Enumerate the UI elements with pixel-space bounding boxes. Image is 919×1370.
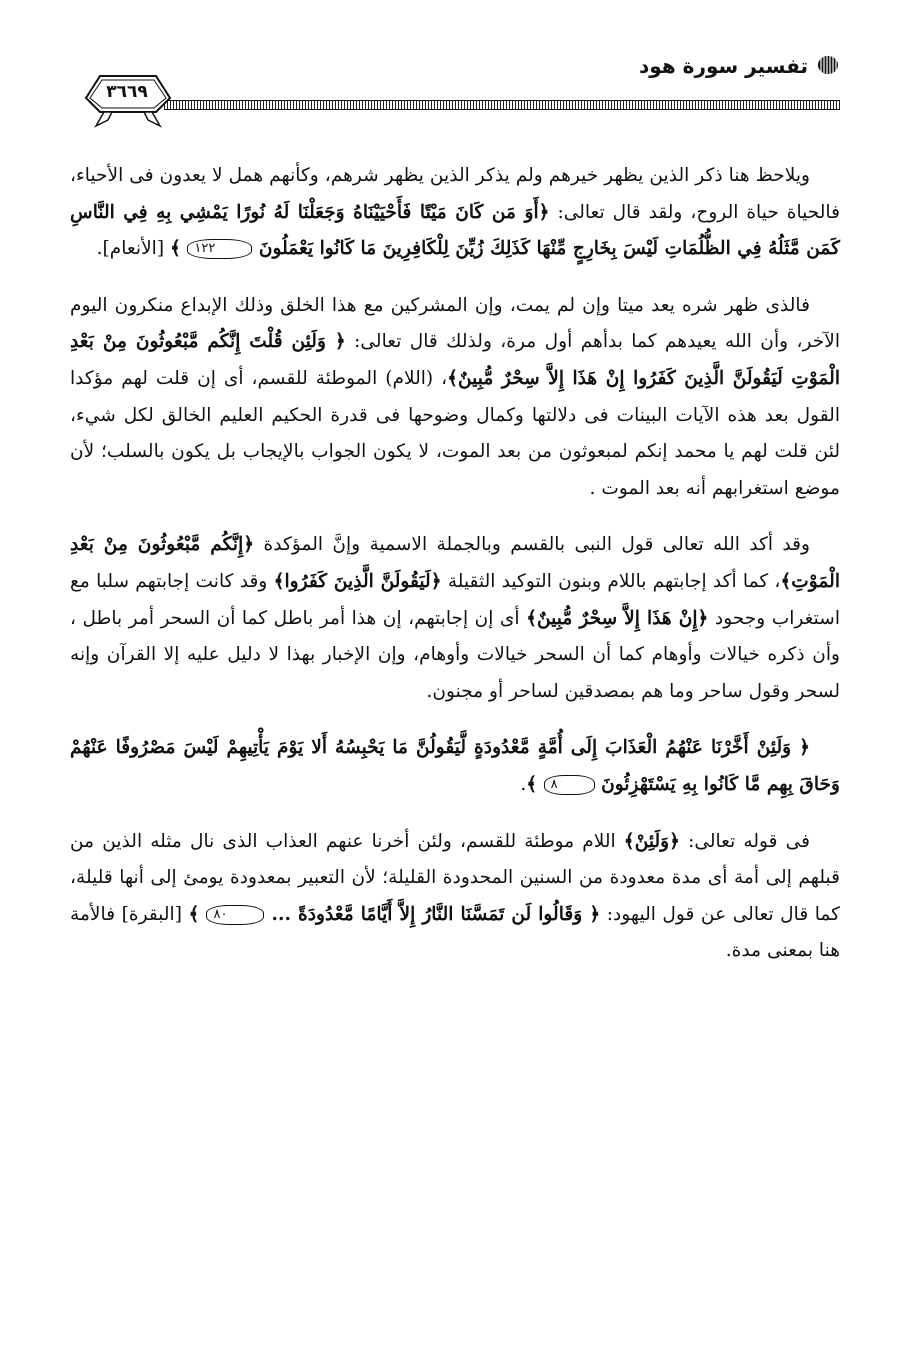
ornate-bracket: ﴾ [526,607,537,629]
paragraph [70,824,840,970]
ornate-bracket: ﴾ [447,367,459,389]
page-number-badge [78,68,178,130]
ornate-bracket: ﴾ [170,238,188,260]
ornate-bracket: ﴿ [243,534,255,556]
ornate-bracket: ﴿ [589,903,601,925]
quran-verse: وَقَالُوا لَن تَمَسَّنَا النَّارُ إِلاَّ أَيَّامًا مَّعْدُودَةً ... [264,903,590,925]
commentary-text: وقد أكد الله تعالى قول النبى بالقسم وبالجملة الاسمية وإنَّ المؤكدة [254,534,810,556]
quran-verse: إِنْ هَذَا إِلاَّ سِحْرٌ مُّبِينٌ [536,607,698,629]
commentary-text: أى إن إجابتهم، إن هذا أمر باطل كما أن السحر أمر باطل ، وأن ذكره خيالات وأوهام كما أن السحر خيالات وأوهام، وإن الإخبار بهذا لا دليل عليه إلا القرآن وإنه لسحر وقول ساحر وما هم بمصدقين لساحر أو مجنون. [70,607,840,702]
ornate-bracket: ﴿ [538,201,550,223]
ornate-bracket: ﴾ [273,570,285,592]
quran-verse: وَلَئِن قُلْتَ إِنَّكُم مَّبْعُوثُونَ مِنْ بَعْدِ الْمَوْتِ لَيَقُولَنَّ الَّذِينَ كَفَرُوا إِنْ هَذَا إِلاَّ سِحْرٌ مُّبِينٌ [70,331,841,389]
ornate-bracket: ﴾ [780,570,792,592]
commentary-text: [البقرة] فالأمة هنا بمعنى مدة. [70,903,840,962]
ornate-bracket: ﴿ [799,737,810,759]
quran-verse: وَلَئِنْ [634,830,670,852]
quran-verse: لَيَقُولَنَّ الَّذِينَ كَفَرُوا [284,570,431,592]
quran-verse: أَوَ مَن كَانَ مَيْتًا فَأَحْيَيْنَاهُ وَجَعَلْنَا لَهُ نُورًا يَمْشِي بِهِ فِي النَّاسِ كَمَن مَّثَلُهُ فِي الظُّلُمَاتِ لَيْسَ بِخَارِجٍ مِّنْهَا كَذَلِكَ زُيِّنَ لِلْكَافِرِينَ مَا كَانُوا يَعْمَلُونَ [70,201,840,260]
commentary-text: . [520,773,527,795]
quran-verse: وَلَئِنْ أَخَّرْنَا عَنْهُمُ الْعَذَابَ إِلَى أُمَّةٍ مَّعْدُودَةٍ لَّيَقُولُنَّ مَا يَحْبِسُهُ أَلا يَوْمَ يَأْتِيهِمْ لَيْسَ مَصْرُوفًا عَنْهُمْ وَحَاقَ بِهِم مَّا كَانُوا بِهِ يَسْتَهْزِئُونَ [70,737,840,795]
ornate-bracket: ﴾ [623,830,635,852]
commentary-text: ويلاحظ هنا ذكر الذين يظهر خيرهم ولم يذكر الذين يظهر شرهم، وكأنهم همل لا يعدون فى الأحياء، فالحياة حياة الروح، ولقد قال تعالى: [70,165,840,223]
ornate-bracket: ﴿ [697,607,709,629]
commentary-text: وقد كانت إجابتهم سلبا مع استغراب وجحود [70,570,840,629]
ornate-bracket: ﴿ [334,331,346,353]
paragraph [70,158,840,268]
commentary-text: فالذى ظهر شره يعد ميتا وإن لم يمت، وإن المشركين مع هذا الخلق وذلك الإبداع منكرون اليوم الآخر، وأن الله يعيدهم كما بدأهم أول مرة، ولذلك قال تعالى: [70,294,840,353]
body-text [70,158,840,990]
verse-number: ٨٠ [206,905,264,925]
commentary-text: اللام موطئة للقسم، ولئن أخرنا عنهم العذاب الذى نال مثله الذين من قبلهم إلى أمة أى مدة معدودة من السنين المحدودة القليلة؛ لأن التعبير بمعدودة يومئ إلى أنها قليلة، كما قال تعالى عن قول اليهود: [70,830,841,925]
verse-number: ٨ [544,775,595,795]
ornament-icon [816,54,840,76]
ornate-bracket: ﴾ [526,773,544,795]
quran-verse: إِنَّكُم مَّبْعُوثُونَ مِنْ بَعْدِ الْمَوْتِ [70,534,840,592]
paragraph [70,527,840,710]
ornate-bracket: ﴿ [430,570,442,592]
ornate-bracket: ﴾ [188,903,207,925]
paragraph [70,288,840,508]
paragraph [70,730,840,803]
commentary-text: ، (اللام) الموطئة للقسم، أى إن قلت لهم مؤكدا القول بعد هذه الآيات البينات فى دلالتها وكمال وضوحها فى قدرة الحكيم العليم الخالق لكل شيء، لئن قلت لهم يا محمد إنكم لمبعوثون من بعد الموت، لا يكون الجواب بالإيجاب بل يكون بالسلب؛ لأن موضع استغرابهم أنه بعد الموت . [70,367,840,499]
page-number: ٣٦٦٩ [106,82,148,102]
ornate-bracket: ﴿ [669,830,681,852]
commentary-text: فى قوله تعالى: [680,830,810,852]
page-header [78,48,844,130]
commentary-text: ، كما أكد إجابتهم باللام وبنون التوكيد الثقيلة [441,570,781,592]
verse-number: ١٢٢ [187,239,252,259]
header-rule [164,100,840,110]
commentary-text: [الأنعام]. [96,238,171,260]
running-title: تفسير سورة هود [639,54,808,78]
